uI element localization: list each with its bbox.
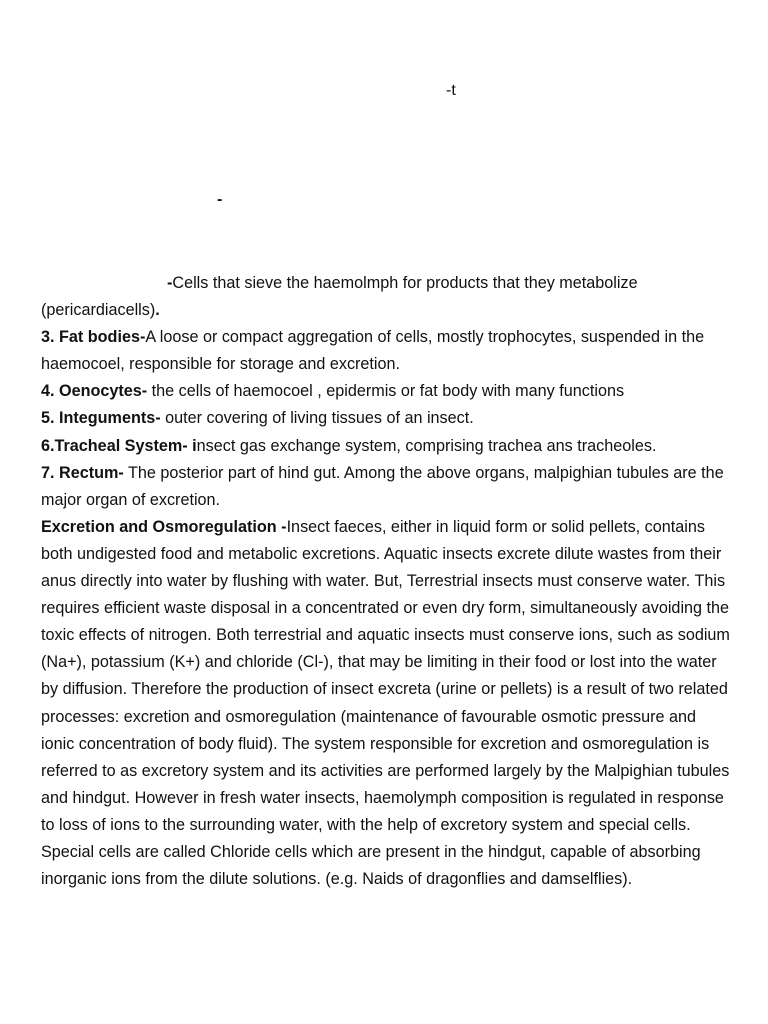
body-text — [41, 270, 731, 893]
stray-mark-dash: - — [217, 191, 223, 208]
excretion-term: Excretion and Osmoregulation - — [41, 517, 287, 536]
tracheal-text: nsect gas exchange system, comprising trachea ans tracheoles. — [196, 436, 657, 455]
oenocytes-term: 4. Oenocytes- — [41, 382, 148, 401]
oenocytes-text: the cells of haemocoel , epidermis or fat body with many functions — [147, 382, 625, 401]
pericardial-text-2: (pericardiacells) — [41, 301, 156, 320]
paragraph-rectum — [41, 460, 731, 514]
stray-mark-top: -t — [446, 82, 456, 99]
paragraph-tracheal-system — [41, 433, 731, 460]
paragraph-oenocytes — [41, 378, 731, 405]
paragraph-integuments — [41, 405, 731, 432]
rectum-term: 7. Rectum- — [41, 463, 124, 482]
pericardial-end: . — [155, 301, 160, 320]
integuments-text: outer covering of living tissues of an insect. — [160, 409, 474, 428]
pericardial-text: Cells that sieve the haemolmph for products that they metabolize — [172, 274, 638, 292]
rectum-text: The posterior part of hind gut. Among the above organs, malpighian tubules are the major organ of excretion. — [41, 463, 724, 509]
paragraph-fat-bodies — [41, 324, 731, 378]
paragraph-excretion-osmoregulation — [41, 514, 731, 893]
paragraph-pericardial-cells — [41, 270, 731, 324]
fat-bodies-text: A loose or compact aggregation of cells, mostly trophocytes, suspended in the haemocoel, responsible for storage and excretion. — [41, 328, 705, 374]
excretion-text: Insect faeces, either in liquid form or solid pellets, contains both undigested food and metabolic excretions. Aquatic insects excrete dilute wastes from their anus directly into water by flushing with water. But, Terrestrial insects must conserve water. This requires efficient waste disposal in a concentrated or even dry form, simultaneously avoiding the toxic effects of nitrogen. Both terrestrial and aquatic insects must conserve ions, such as sodium (Na+), potassium (K+) and chloride (Cl-), that may be limiting in their food or lost into the water by diffusion. Therefore the production of insect excreta (urine or pellets) is a result of two related processes: excretion and osmoregulation (maintenance of favourable osmotic pressure and ionic concentration of body fluid). The system responsible for excretion and osmoregulation is referred to as excretory system and its activities are performed largely by the Malpighian tubules and hindgut. However in fresh water insects, haemolymph composition is regulated in response to loss of ions to the surrounding water, with the help of excretory system and special cells. Special cells are called Chloride cells which are present in the hindgut, capable of absorbing inorganic ions from the dilute solutions. (e.g. Naids of dragonflies and damselflies). — [41, 517, 730, 889]
fat-bodies-term: 3. Fat bodies- — [41, 328, 146, 347]
pericardial-dash: - — [167, 274, 173, 292]
tracheal-term: 6.Tracheal System- i — [41, 436, 197, 455]
integuments-term: 5. Integuments- — [41, 409, 161, 428]
